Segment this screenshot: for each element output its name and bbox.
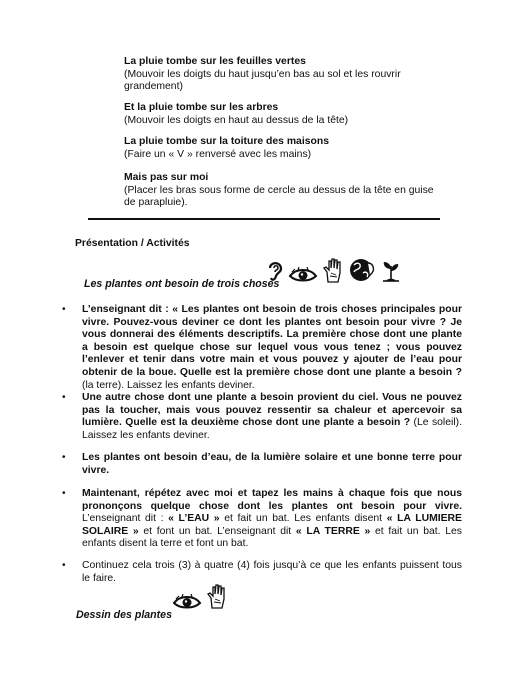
- list-item: [62, 560, 462, 585]
- song-verse: [124, 136, 446, 161]
- bullet-text-bold: « LA TERRE »: [295, 525, 371, 537]
- bullet-icon: •: [62, 488, 66, 499]
- activity-icons-row: [266, 257, 402, 283]
- bullet-icon: •: [62, 392, 66, 403]
- bullet-icon: •: [62, 304, 66, 315]
- list-item: [62, 304, 462, 392]
- bullet-text-bold: L’enseignant dit : « Les plantes ont besoin de trois choses principales pour vivre. Pouvez-vous deviner ce dont les plantes ont besoin pour vivre ? Je vous donnerai des éléments descriptifs. La première chose dont une plante a besoin est quelque chose sur lequel vous vous tenez ; vous pouvez l’enlever et tenir dans votre main et vous pouvez y ajouter de l’eau pour obtenir de la boue. Quelle est la première chose dont une plante a besoin ?: [82, 304, 462, 378]
- drawing-icons-row: [172, 582, 228, 610]
- subheading-plants-needs: Les plantes ont besoin de trois choses: [84, 278, 280, 290]
- bullet-text-bold: « LA LUMIERE SOLAIRE »: [82, 513, 462, 537]
- bullet-text-bold: « L’EAU »: [168, 513, 220, 525]
- list-item: [62, 488, 462, 551]
- verse-instruction: (Mouvoir les doigts en haut au dessus de la tête): [124, 114, 349, 126]
- list-item: [62, 452, 462, 477]
- bullet-icon: •: [62, 452, 66, 463]
- bullet-text: (Le soleil). Laissez les enfants deviner.: [82, 417, 462, 441]
- verse-title: La pluie tombe sur les feuilles vertes: [124, 56, 306, 67]
- ear-icon: [266, 259, 284, 283]
- sprout-icon: [380, 257, 402, 283]
- list-item: [62, 392, 462, 442]
- eye-icon: [172, 594, 202, 610]
- verse-title: Et la pluie tombe sur les arbres: [124, 102, 279, 113]
- song-verse: [124, 172, 446, 210]
- verse-instruction: (Placer les bras sous forme de cercle au dessus de la tête en guise de parapluie).: [124, 184, 434, 209]
- globe-head-icon: [348, 257, 376, 283]
- bullet-text-bold: Maintenant, répétez avec moi et tapez les mains à chaque fois que nous prononçons quelque chose dont les plantes ont besoin pour vivre.: [82, 488, 462, 512]
- song-verse: [124, 56, 446, 94]
- verse-title: Mais pas sur moi: [124, 172, 209, 183]
- verse-instruction: (Mouvoir les doigts du haut jusqu’en bas au sol et les rouvrir grandement): [124, 68, 401, 93]
- bullet-text: L’enseignant dit :: [82, 513, 169, 525]
- bullet-text-bold: Une autre chose dont une plante a besoin provient du ciel. Vous ne pouvez pas la toucher, mais vous pouvez ressentir sa chaleur et apercevoir sa lumière. Quelle est la deuxième chose dont une plante a besoin ?: [82, 392, 462, 429]
- hand-icon: [322, 257, 344, 283]
- hand-icon: [206, 582, 228, 610]
- horizontal-rule: [88, 218, 440, 220]
- verse-title: La pluie tombe sur la toiture des maisons: [124, 136, 329, 147]
- bullet-text-bold: Les plantes ont besoin d’eau, de la lumière solaire et une bonne terre pour vivre.: [82, 452, 462, 476]
- bullet-text: et font un bat. L’enseignant dit: [138, 525, 296, 537]
- bullet-text: et fait un bat. Les enfants disent la terre et font un bat.: [82, 525, 462, 550]
- song-verse: [124, 102, 446, 127]
- bullet-icon: •: [62, 560, 66, 571]
- verse-instruction: (Faire un « V » renversé avec les mains): [124, 148, 312, 160]
- section-title: Présentation / Activités: [75, 238, 190, 249]
- bullet-text: et fait un bat. Les enfants disent: [219, 513, 387, 525]
- eye-icon: [288, 267, 318, 283]
- subheading-drawing: Dessin des plantes: [76, 609, 172, 621]
- bullet-text: (la terre). Laissez les enfants deviner.: [82, 379, 255, 391]
- bullet-text: Continuez cela trois (3) à quatre (4) fois jusqu’à ce que les enfants puissent tous le faire.: [82, 560, 462, 584]
